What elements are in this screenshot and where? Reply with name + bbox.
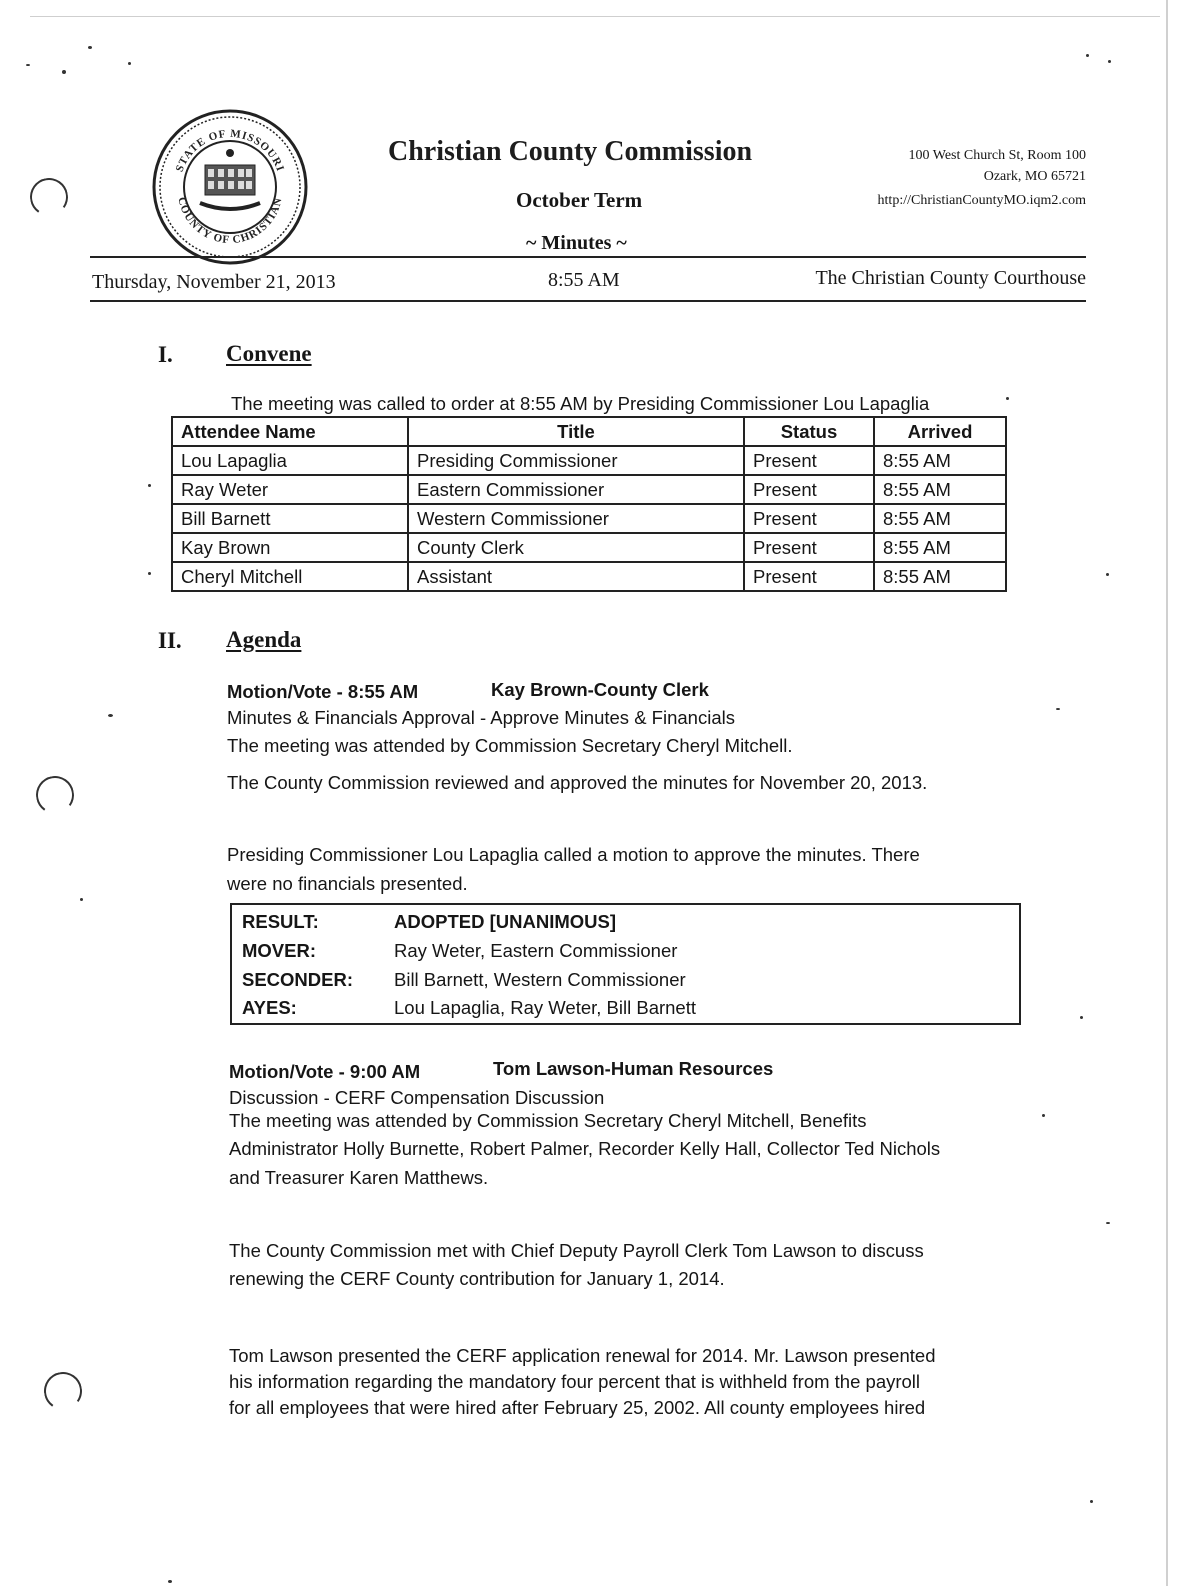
meeting-location: The Christian County Courthouse bbox=[815, 267, 1086, 289]
convene-intro: The meeting was called to order at 8:55 AM by Presiding Commissioner Lou Lapaglia bbox=[231, 393, 930, 414]
address-website: http://ChristianCountyMO.iqm2.com bbox=[877, 193, 1086, 208]
scan-edge-right bbox=[1166, 0, 1168, 1586]
attendee-name: Cheryl Mitchell bbox=[172, 562, 408, 591]
attendee-title: Assistant bbox=[408, 562, 744, 591]
section-title-convene: Convene bbox=[226, 341, 312, 366]
header-rule-bottom bbox=[90, 300, 1086, 302]
attendee-status: Present bbox=[744, 475, 874, 504]
ayes-value: Lou Lapaglia, Ray Weter, Bill Barnett bbox=[394, 997, 696, 1018]
attendee-title: County Clerk bbox=[408, 533, 744, 562]
scan-speck bbox=[108, 714, 113, 717]
seconder-value: Bill Barnett, Western Commissioner bbox=[394, 969, 686, 990]
attendee-header-row bbox=[172, 417, 1006, 446]
section-number: II. bbox=[158, 628, 182, 653]
attendee-status: Present bbox=[744, 446, 874, 475]
motion-presenter: Kay Brown-County Clerk bbox=[491, 679, 709, 700]
result-value: ADOPTED [UNANIMOUS] bbox=[394, 911, 616, 932]
column-header: Title bbox=[408, 417, 744, 446]
table-row bbox=[172, 562, 1006, 591]
table-row bbox=[172, 446, 1006, 475]
scan-speck bbox=[168, 1580, 172, 1583]
attendee-name: Bill Barnett bbox=[172, 504, 408, 533]
item-paragraph: were no financials presented. bbox=[227, 873, 468, 894]
scan-speck bbox=[1006, 397, 1009, 400]
meeting-date: Thursday, November 21, 2013 bbox=[92, 271, 336, 293]
term-label: October Term bbox=[516, 188, 643, 212]
seal-bottom-text: COUNTY OF CHRISTIAN bbox=[175, 196, 285, 247]
attendee-table bbox=[171, 416, 1007, 592]
punch-hole-mark bbox=[41, 1369, 85, 1413]
meeting-time: 8:55 AM bbox=[548, 269, 620, 291]
motion-vote-time: Motion/Vote - 9:00 AM bbox=[229, 1061, 421, 1082]
attendee-status: Present bbox=[744, 533, 874, 562]
attendee-name: Kay Brown bbox=[172, 533, 408, 562]
scan-speck bbox=[62, 70, 66, 74]
scan-speck bbox=[1090, 1500, 1093, 1503]
table-row bbox=[172, 533, 1006, 562]
motion-presenter: Tom Lawson-Human Resources bbox=[493, 1058, 774, 1079]
scan-speck bbox=[1056, 708, 1060, 710]
punch-hole-mark bbox=[27, 175, 71, 219]
column-header: Attendee Name bbox=[172, 417, 408, 446]
item-paragraph: for all employees that were hired after February 25, 2002. All county employees hired bbox=[229, 1397, 926, 1418]
vote-result-box bbox=[230, 903, 1021, 1025]
attendee-arrived: 8:55 AM bbox=[874, 475, 1006, 504]
motion-vote-time: Motion/Vote - 8:55 AM bbox=[227, 681, 419, 702]
attendee-arrived: 8:55 AM bbox=[874, 562, 1006, 591]
scan-speck bbox=[1086, 54, 1089, 57]
item-attendance: Administrator Holly Burnette, Robert Palmer, Recorder Kelly Hall, Collector Ted Nichols bbox=[229, 1138, 941, 1159]
svg-text:COUNTY OF CHRISTIAN bbox=[175, 196, 284, 246]
ayes-label: AYES: bbox=[242, 997, 297, 1018]
page-title: Christian County Commission bbox=[388, 136, 753, 167]
table-row bbox=[172, 475, 1006, 504]
minutes-label: ~ Minutes ~ bbox=[526, 232, 627, 254]
item-subject: Minutes & Financials Approval - Approve Minutes & Financials bbox=[227, 707, 735, 728]
scan-speck bbox=[148, 572, 151, 575]
item-paragraph: The County Commission reviewed and approved the minutes for November 20, 2013. bbox=[227, 772, 928, 793]
scan-edge-top bbox=[30, 16, 1160, 17]
item-subject: Discussion - CERF Compensation Discussion bbox=[229, 1087, 605, 1108]
section-title-agenda: Agenda bbox=[226, 627, 302, 652]
item-paragraph: The County Commission met with Chief Deputy Payroll Clerk Tom Lawson to discuss bbox=[229, 1240, 924, 1261]
section-number: I. bbox=[158, 342, 173, 367]
column-header: Arrived bbox=[874, 417, 1006, 446]
seal-top-text: STATE OF MISSOURI bbox=[173, 127, 287, 174]
punch-hole-mark bbox=[33, 773, 77, 817]
attendee-name: Ray Weter bbox=[172, 475, 408, 504]
item-paragraph: Tom Lawson presented the CERF application renewal for 2014. Mr. Lawson presented bbox=[229, 1345, 936, 1366]
scan-speck bbox=[88, 46, 92, 49]
attendee-title: Presiding Commissioner bbox=[408, 446, 744, 475]
attendee-arrived: 8:55 AM bbox=[874, 446, 1006, 475]
scan-speck bbox=[128, 62, 131, 65]
attendee-status: Present bbox=[744, 504, 874, 533]
column-header: Status bbox=[744, 417, 874, 446]
attendee-title: Western Commissioner bbox=[408, 504, 744, 533]
item-attendance: The meeting was attended by Commission Secretary Cheryl Mitchell, Benefits bbox=[229, 1110, 867, 1131]
item-attendance: The meeting was attended by Commission Secretary Cheryl Mitchell. bbox=[227, 735, 793, 756]
scan-speck bbox=[1106, 573, 1109, 576]
address-line-1: 100 West Church St, Room 100 bbox=[908, 148, 1086, 163]
attendee-status: Present bbox=[744, 562, 874, 591]
attendee-arrived: 8:55 AM bbox=[874, 533, 1006, 562]
seconder-label: SECONDER: bbox=[242, 969, 354, 990]
attendee-title: Eastern Commissioner bbox=[408, 475, 744, 504]
item-paragraph: his information regarding the mandatory four percent that is withheld from the payroll bbox=[229, 1371, 921, 1392]
mover-value: Ray Weter, Eastern Commissioner bbox=[394, 940, 678, 961]
address-line-2: Ozark, MO 65721 bbox=[983, 169, 1086, 184]
scan-speck bbox=[1080, 1016, 1083, 1019]
scan-speck bbox=[1108, 60, 1111, 63]
county-seal-icon bbox=[150, 107, 310, 267]
scan-speck bbox=[1106, 1222, 1110, 1224]
scan-speck bbox=[148, 484, 151, 487]
scan-speck bbox=[1042, 1114, 1045, 1117]
attendee-name: Lou Lapaglia bbox=[172, 446, 408, 475]
mover-label: MOVER: bbox=[242, 940, 316, 961]
item-paragraph: renewing the CERF County contribution for January 1, 2014. bbox=[229, 1268, 725, 1289]
result-label: RESULT: bbox=[242, 911, 319, 932]
header-rule-top bbox=[90, 256, 1086, 258]
table-row bbox=[172, 504, 1006, 533]
scan-speck bbox=[80, 898, 83, 901]
attendee-arrived: 8:55 AM bbox=[874, 504, 1006, 533]
scan-speck bbox=[26, 64, 30, 66]
item-paragraph: Presiding Commissioner Lou Lapaglia called a motion to approve the minutes. There bbox=[227, 844, 920, 865]
item-attendance: and Treasurer Karen Matthews. bbox=[229, 1167, 489, 1188]
